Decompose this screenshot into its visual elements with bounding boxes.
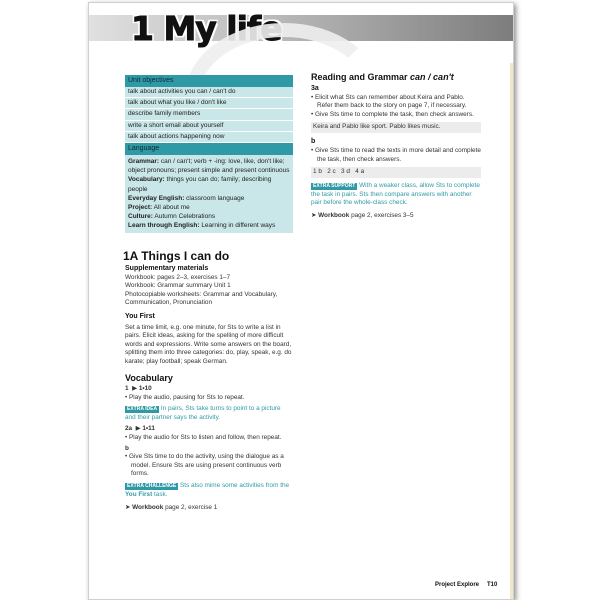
exercise-1: 1 ▶ 1•10 [125, 385, 152, 392]
page-edge-stripe [510, 63, 513, 599]
exercise-2a: 2a ▶ 1•11 [125, 425, 155, 433]
objective-item: talk about actions happening now [125, 132, 293, 143]
exercise-2a-bullet: • Play the audio for Sts to listen and follow, then repeat. [125, 433, 282, 441]
project-line: Project: All about me [128, 204, 190, 212]
arrow-right-icon: ➤ [311, 211, 317, 219]
answer-box: Keira and Pablo like sport. Pablo likes music. [311, 122, 481, 133]
exercise-3b-label: b [311, 138, 316, 146]
footer-brand: Project Explore [435, 582, 480, 588]
extra-idea-tag: EXTRA IDEA [127, 406, 158, 413]
supp-line: Communication, Pronunciation [125, 299, 213, 307]
language-box [125, 143, 293, 233]
exercise-2b-bullet: • Give Sts time to do the activity, using the dialogue as a model. Ensure Sts are using present continuous verb forms. [125, 453, 284, 478]
objective-item: talk about activities you can / can't do [125, 87, 293, 98]
workbook-ref: ➤ Workbook page 2, exercises 3–5 [311, 211, 414, 219]
extra-support: EXTRA SUPPORT With a weaker class, allow Sts to complete the task in pairs. Sts then compare answers with another pair before the whole-class check. [311, 182, 480, 207]
unit-title: 1 My life [131, 9, 282, 48]
supp-line: Workbook: pages 2–3, exercises 1–7 [125, 273, 231, 281]
extra-challenge-tag: EXTRA CHALLENGE [127, 482, 177, 489]
vocabulary-heading: Vocabulary [125, 373, 173, 383]
supp-line: Photocopiable worksheets: Grammar and Vocabulary, [125, 290, 278, 298]
answers-box: 1 b 2 c 3 d 4 a [311, 167, 481, 178]
reading-heading: Reading and Grammar can / can't [311, 72, 454, 82]
footer-page-number: T10 [487, 582, 498, 588]
unit-objectives-box [125, 75, 293, 143]
reading-section [311, 85, 481, 221]
culture-line: Culture: Autumn Celebrations [128, 213, 216, 221]
audio-icon[interactable]: ▶ [135, 425, 141, 433]
exercise-3b-bullet: • Give Sts time to read the texts in more detail and complete the task, then check answers. [311, 146, 481, 163]
language-heading: Language [125, 143, 293, 155]
supp-line: Workbook: Grammar summary Unit 1 [125, 282, 231, 290]
objective-item: describe family members [125, 109, 293, 120]
you-first-text: Set a time limit, e.g. one minute, for Sts to write a list in pairs. Elicit ideas, asking for the spelling of more difficult words and expressions. Write some answers on the board, splitting them into three categories: do, play, speak, e.g. do karate; play football; speak German. [125, 323, 292, 365]
extra-support-tag: EXTRA SUPPORT [313, 183, 356, 190]
supplementary-heading: Supplementary materials [125, 265, 209, 272]
learn-through-english-line: Learn through English: Learning in different ways [128, 222, 276, 230]
grammar-line: Grammar: can / can't; verb + -ing: love, like, don't like; object pronouns; present simple and present continuous [128, 158, 290, 175]
extra-challenge: EXTRA CHALLENGE Sts also mime some activities from the You First task. [125, 481, 290, 498]
extra-idea: EXTRA IDEA In pairs, Sts take turns to point to a picture and their partner says the activity. [125, 405, 281, 421]
audio-icon[interactable]: ▶ [132, 385, 138, 392]
section-1a-heading: 1A Things I can do [123, 249, 230, 263]
exercise-2b: b [125, 444, 129, 452]
objective-item: talk about what you like / don't like [125, 98, 293, 109]
exercise-3a-label: 3a [311, 85, 319, 92]
everyday-english-line: Everyday English: classroom language [128, 194, 245, 202]
document-page [88, 2, 514, 600]
objective-item: write a short email about yourself [125, 121, 293, 132]
supplementary-materials [125, 265, 293, 308]
vocabulary-line: Vocabulary: things you can do; family; describing people [128, 176, 272, 193]
you-first-heading: You First [125, 313, 155, 320]
exercise-1-bullet: • Play the audio, pausing for Sts to repeat. [125, 393, 245, 401]
vocabulary-section [125, 385, 293, 513]
exercise-3a-bullet: • Elicit what Sts can remember about Keira and Pablo. Refer them back to the story on page 7, if necessary. [311, 93, 467, 110]
arrow-right-icon: ➤ [125, 504, 131, 512]
exercise-3a-bullet: • Give Sts time to complete the task, then check answers. [311, 110, 474, 118]
workbook-ref: ➤ Workbook page 2, exercise 1 [125, 504, 218, 512]
unit-objectives-heading: Unit objectives [125, 75, 293, 87]
you-first [125, 313, 293, 367]
